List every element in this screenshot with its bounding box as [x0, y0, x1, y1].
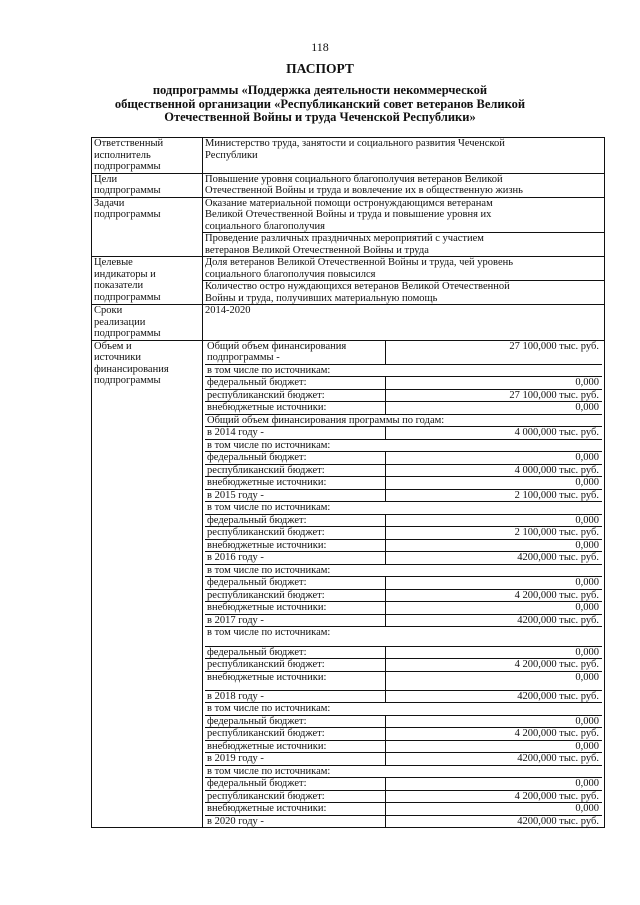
funding-sources-row: в том числе по источникам:: [205, 364, 602, 377]
subtitle-line: подпрограммы «Поддержка деятельности некоммерческой: [152, 83, 488, 97]
year-total-row: в 2016 году - 4200,000 тыс. руб.: [205, 551, 602, 564]
row-responsible: [92, 138, 605, 174]
year-extra-row: внебюджетные источники: 0,000: [205, 802, 602, 815]
year-republic-row: республиканский бюджет: 4 200,000 тыс. руб.: [205, 589, 602, 602]
funding-republic-row: республиканский бюджет: 27 100,000 тыс. руб.: [205, 389, 602, 402]
row-value: Оказание материальной помощи остронуждающимся ветеранам Великой Отечественной Войны и труда и повышение уровня их социального благополучия: [203, 197, 605, 233]
year-sources-row: в том числе по источникам:: [205, 626, 602, 639]
year-federal-row: федеральный бюджет: 0,000: [205, 451, 602, 464]
funding-total-row: Общий объем финансирования подпрограммы - 27 100,000 тыс. руб.: [205, 341, 602, 364]
year-sources-row: в том числе по источникам:: [205, 702, 602, 715]
document-subtitle: [80, 84, 560, 125]
year-republic-row: республиканский бюджет: 4 200,000 тыс. руб.: [205, 658, 602, 671]
year-federal-row: федеральный бюджет: 0,000: [205, 576, 602, 589]
year-federal-row: федеральный бюджет: 0,000: [205, 514, 602, 527]
row-tasks-1: [92, 197, 605, 233]
year-total-row: в 2017 году - 4200,000 тыс. руб.: [205, 614, 602, 627]
row-funding: [92, 340, 605, 828]
funding-extra-row: внебюджетные источники: 0,000: [205, 401, 602, 414]
year-extra-row: внебюджетные источники: 0,000: [205, 671, 602, 690]
subtitle-line: Отечественной Войны и труда Чеченской Республики»: [164, 110, 476, 124]
year-total-row: в 2020 году - 4200,000 тыс. руб.: [205, 815, 602, 828]
subtitle-line: общественной организации «Республиканский совет ветеранов Великой: [114, 96, 526, 111]
year-extra-row: внебюджетные источники: 0,000: [205, 740, 602, 753]
row-value: 2014-2020: [203, 305, 605, 341]
year-republic-row: республиканский бюджет: 4 000,000 тыс. руб.: [205, 464, 602, 477]
year-federal-row: федеральный бюджет: 0,000: [205, 715, 602, 728]
page-number: 118: [311, 40, 329, 54]
row-label: Цели подпрограммы: [92, 173, 203, 197]
year-sources-row: в том числе по источникам:: [205, 501, 602, 514]
funding-federal-row: федеральный бюджет: 0,000: [205, 376, 602, 389]
year-sources-row: в том числе по источникам:: [205, 439, 602, 452]
row-value: Повышение уровня социального благополучия ветеранов Великой Отечественной Войны и труда и вовлечение их в общественную жизнь: [203, 173, 605, 197]
year-federal-row: федеральный бюджет: 0,000: [205, 646, 602, 659]
year-republic-row: республиканский бюджет: 4 200,000 тыс. руб.: [205, 727, 602, 740]
funding-by-years-row: Общий объем финансирования программы по годам:: [205, 414, 602, 427]
row-label: Целевые индикаторы и показатели подпрограммы: [92, 257, 203, 305]
row-goals: [92, 173, 605, 197]
year-extra-row: внебюджетные источники: 0,000: [205, 601, 602, 614]
row-value: Министерство труда, занятости и социального развития Чеченской Республики: [203, 138, 605, 174]
row-indicators-1: [92, 257, 605, 281]
row-label: Сроки реализации подпрограммы: [92, 305, 203, 341]
year-sources-row: в том числе по источникам:: [205, 765, 602, 778]
year-extra-row: внебюджетные источники: 0,000: [205, 476, 602, 489]
year-extra-row: внебюджетные источники: 0,000: [205, 539, 602, 552]
year-total-row: в 2014 году - 4 000,000 тыс. руб.: [205, 426, 602, 439]
year-total-row: в 2018 году - 4200,000 тыс. руб.: [205, 690, 602, 703]
row-label: Задачи подпрограммы: [92, 197, 203, 257]
row-value: Проведение различных праздничных мероприятий с участием ветеранов Великой Отечественной Войны и труда: [203, 233, 605, 257]
row-value: Доля ветеранов Великой Отечественной Войны и труда, чей уровень социального благополучия повысился: [203, 257, 605, 281]
row-label: Объем и источники финансирования подпрограммы: [92, 340, 203, 828]
funding-total-value: 27 100,000 тыс. руб.: [509, 340, 599, 352]
document-title: ПАСПОРТ: [286, 61, 354, 76]
year-sources-row: в том числе по источникам:: [205, 564, 602, 577]
passport-table: [91, 137, 605, 828]
row-value: Количество остро нуждающихся ветеранов Великой Отечественной Войны и труда, получивших материальную помощь: [203, 281, 605, 305]
row-terms: [92, 305, 605, 341]
funding-breakdown: [203, 340, 605, 828]
spacer-row: [205, 639, 602, 646]
year-total-row: в 2019 году - 4200,000 тыс. руб.: [205, 752, 602, 765]
year-total-row: в 2015 году - 2 100,000 тыс. руб.: [205, 489, 602, 502]
year-federal-row: федеральный бюджет: 0,000: [205, 777, 602, 790]
row-label: Ответственный исполнитель подпрограммы: [92, 138, 203, 174]
year-republic-row: республиканский бюджет: 4 200,000 тыс. руб.: [205, 790, 602, 803]
year-republic-row: республиканский бюджет: 2 100,000 тыс. руб.: [205, 526, 602, 539]
